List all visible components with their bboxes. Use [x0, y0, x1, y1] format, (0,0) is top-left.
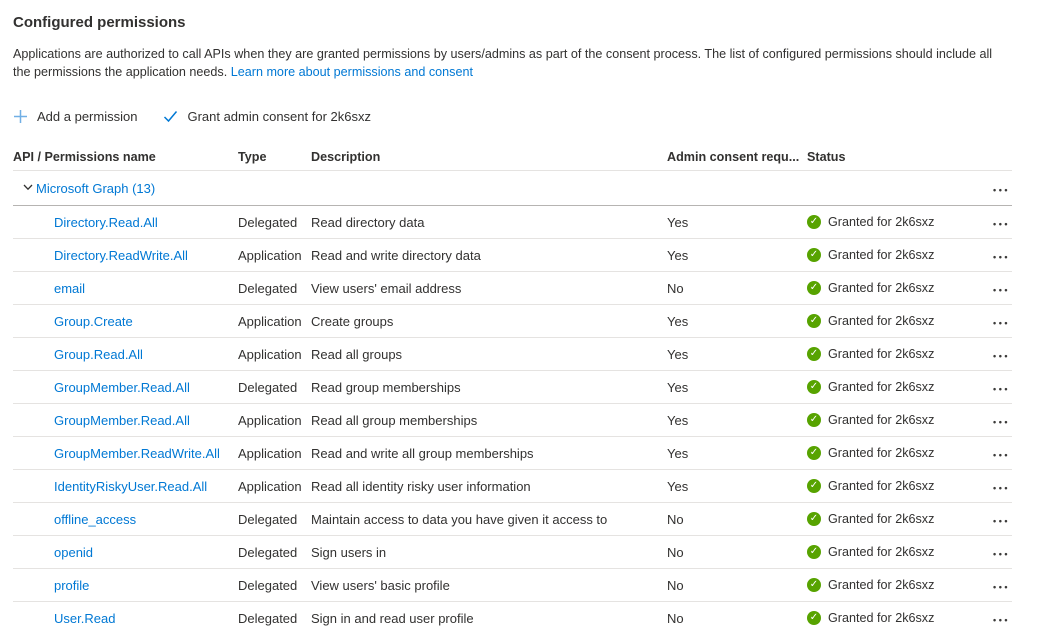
column-header-description: Description	[311, 149, 381, 164]
plus-icon	[13, 109, 28, 124]
table-row	[13, 404, 1012, 437]
permission-type: Delegated	[238, 544, 298, 560]
permission-type: Delegated	[238, 379, 298, 395]
status-text: Granted for 2k6sxz	[828, 413, 935, 427]
permissions-table	[13, 143, 1012, 628]
status-text: Granted for 2k6sxz	[828, 512, 935, 526]
permission-description: View users' email address	[311, 280, 462, 296]
permission-name-link[interactable]: email	[54, 280, 86, 296]
permission-description: Read all groups	[311, 346, 403, 362]
admin-consent-required-value: No	[667, 280, 684, 296]
permission-type: Delegated	[238, 214, 298, 230]
row-context-menu-button[interactable]: •••	[993, 449, 1010, 460]
permission-name-link[interactable]: Group.Create	[54, 313, 133, 329]
admin-consent-required-value: Yes	[667, 214, 689, 230]
table-row	[13, 239, 1012, 272]
permission-name-link[interactable]: offline_access	[54, 511, 137, 527]
table-row	[13, 272, 1012, 305]
granted-check-icon: ✓	[807, 314, 821, 328]
column-header-type: Type	[238, 149, 267, 164]
granted-check-icon: ✓	[807, 215, 821, 229]
grant-admin-consent-label: Grant admin consent for 2k6sxz	[187, 108, 371, 124]
status-text: Granted for 2k6sxz	[828, 578, 935, 592]
permission-description: Sign in and read user profile	[311, 610, 474, 626]
table-row	[13, 371, 1012, 404]
toolbar	[13, 105, 1057, 127]
status-text: Granted for 2k6sxz	[828, 314, 935, 328]
row-context-menu-button[interactable]: •••	[993, 284, 1010, 295]
api-group-link[interactable]: Microsoft Graph (13)	[36, 180, 156, 196]
permission-name-link[interactable]: User.Read	[54, 610, 116, 626]
table-row	[13, 437, 1012, 470]
status-text: Granted for 2k6sxz	[828, 611, 935, 625]
table-row	[13, 338, 1012, 371]
table-row	[13, 569, 1012, 602]
chevron-down-icon	[22, 181, 34, 196]
permission-description: Maintain access to data you have given it access to	[311, 511, 608, 527]
granted-check-icon: ✓	[807, 446, 821, 460]
permission-description: Read group memberships	[311, 379, 461, 395]
check-icon	[163, 110, 178, 123]
row-context-menu-button[interactable]: •••	[993, 350, 1010, 361]
status-text: Granted for 2k6sxz	[828, 446, 935, 460]
admin-consent-required-value: No	[667, 610, 684, 626]
permission-name-link[interactable]: Directory.ReadWrite.All	[54, 247, 188, 263]
table-body	[13, 206, 1012, 628]
permission-type: Delegated	[238, 610, 298, 626]
permission-description: Sign users in	[311, 544, 387, 560]
granted-check-icon: ✓	[807, 578, 821, 592]
row-context-menu-button[interactable]: •••	[993, 548, 1010, 559]
admin-consent-required-value: Yes	[667, 445, 689, 461]
status-text: Granted for 2k6sxz	[828, 347, 935, 361]
collapse-group-button[interactable]	[22, 181, 34, 196]
permission-description: Create groups	[311, 313, 394, 329]
add-permission-button[interactable]	[13, 109, 137, 124]
status-text: Granted for 2k6sxz	[828, 545, 935, 559]
table-row	[13, 536, 1012, 569]
permission-name-link[interactable]: openid	[54, 544, 94, 560]
column-header-api-permissions-name: API / Permissions name	[13, 149, 156, 164]
status-text: Granted for 2k6sxz	[828, 380, 935, 394]
admin-consent-required-value: No	[667, 577, 684, 593]
granted-check-icon: ✓	[807, 479, 821, 493]
permission-type: Delegated	[238, 280, 298, 296]
row-context-menu-button[interactable]: •••	[993, 482, 1010, 493]
permission-type: Application	[238, 412, 302, 428]
admin-consent-required-value: Yes	[667, 379, 689, 395]
admin-consent-required-value: Yes	[667, 313, 689, 329]
table-row	[13, 206, 1012, 239]
permission-description: Read directory data	[311, 214, 425, 230]
column-header-status: Status	[807, 149, 846, 164]
status-text: Granted for 2k6sxz	[828, 215, 935, 229]
table-header-row	[13, 143, 1012, 171]
permission-name-link[interactable]: IdentityRiskyUser.Read.All	[54, 478, 208, 494]
status-text: Granted for 2k6sxz	[828, 479, 935, 493]
column-header-admin-consent-required: Admin consent requ...	[667, 149, 800, 164]
row-context-menu-button[interactable]: •••	[993, 251, 1010, 262]
granted-check-icon: ✓	[807, 545, 821, 559]
permission-description: Read all group memberships	[311, 412, 478, 428]
permission-name-link[interactable]: GroupMember.Read.All	[54, 379, 190, 395]
row-context-menu-button[interactable]: •••	[993, 614, 1010, 625]
permission-name-link[interactable]: Group.Read.All	[54, 346, 143, 362]
row-context-menu-button[interactable]: •••	[993, 317, 1010, 328]
permission-description: Read and write all group memberships	[311, 445, 534, 461]
row-context-menu-button[interactable]: •••	[993, 416, 1010, 427]
row-context-menu-button[interactable]: •••	[993, 515, 1010, 526]
table-row	[13, 602, 1012, 628]
permission-description: Read all identity risky user information	[311, 478, 531, 494]
permission-name-link[interactable]: Directory.Read.All	[54, 214, 158, 230]
admin-consent-required-value: Yes	[667, 247, 689, 263]
grant-admin-consent-button[interactable]	[163, 109, 371, 124]
row-context-menu-button[interactable]: •••	[993, 581, 1010, 592]
table-row	[13, 470, 1012, 503]
permission-type: Application	[238, 478, 302, 494]
permission-description: Read and write directory data	[311, 247, 481, 263]
permission-name-link[interactable]: GroupMember.ReadWrite.All	[54, 445, 220, 461]
description-text	[13, 45, 1001, 81]
granted-check-icon: ✓	[807, 512, 821, 526]
row-context-menu-button[interactable]: •••	[993, 218, 1010, 229]
group-context-menu-button[interactable]: •••	[993, 184, 1010, 195]
status-text: Granted for 2k6sxz	[828, 248, 935, 262]
admin-consent-required-value: No	[667, 511, 684, 527]
granted-check-icon: ✓	[807, 380, 821, 394]
granted-check-icon: ✓	[807, 248, 821, 262]
add-permission-label: Add a permission	[37, 108, 138, 124]
permission-description: View users' basic profile	[311, 577, 450, 593]
granted-check-icon: ✓	[807, 413, 821, 427]
api-group-row-microsoft-graph	[13, 171, 1012, 206]
status-text: Granted for 2k6sxz	[828, 281, 935, 295]
permission-name-link[interactable]: GroupMember.Read.All	[54, 412, 190, 428]
admin-consent-required-value: Yes	[667, 412, 689, 428]
page-title: Configured permissions	[13, 14, 186, 31]
permission-type: Application	[238, 247, 302, 263]
permission-type: Delegated	[238, 577, 298, 593]
granted-check-icon: ✓	[807, 611, 821, 625]
learn-more-link[interactable]: Learn more about permissions and consent	[230, 65, 473, 79]
description-body: Applications are authorized to call APIs when they are granted permissions by users/admins as part of the consent process. The list of configured permissions should include all the permissions the application needs.	[13, 47, 993, 79]
permission-type: Delegated	[238, 511, 298, 527]
admin-consent-required-value: Yes	[667, 478, 689, 494]
table-row	[13, 305, 1012, 338]
granted-check-icon: ✓	[807, 347, 821, 361]
permission-type: Application	[238, 346, 302, 362]
granted-check-icon: ✓	[807, 281, 821, 295]
admin-consent-required-value: Yes	[667, 346, 689, 362]
row-context-menu-button[interactable]: •••	[993, 383, 1010, 394]
permission-type: Application	[238, 313, 302, 329]
admin-consent-required-value: No	[667, 544, 684, 560]
permission-type: Application	[238, 445, 302, 461]
table-row	[13, 503, 1012, 536]
permission-name-link[interactable]: profile	[54, 577, 90, 593]
